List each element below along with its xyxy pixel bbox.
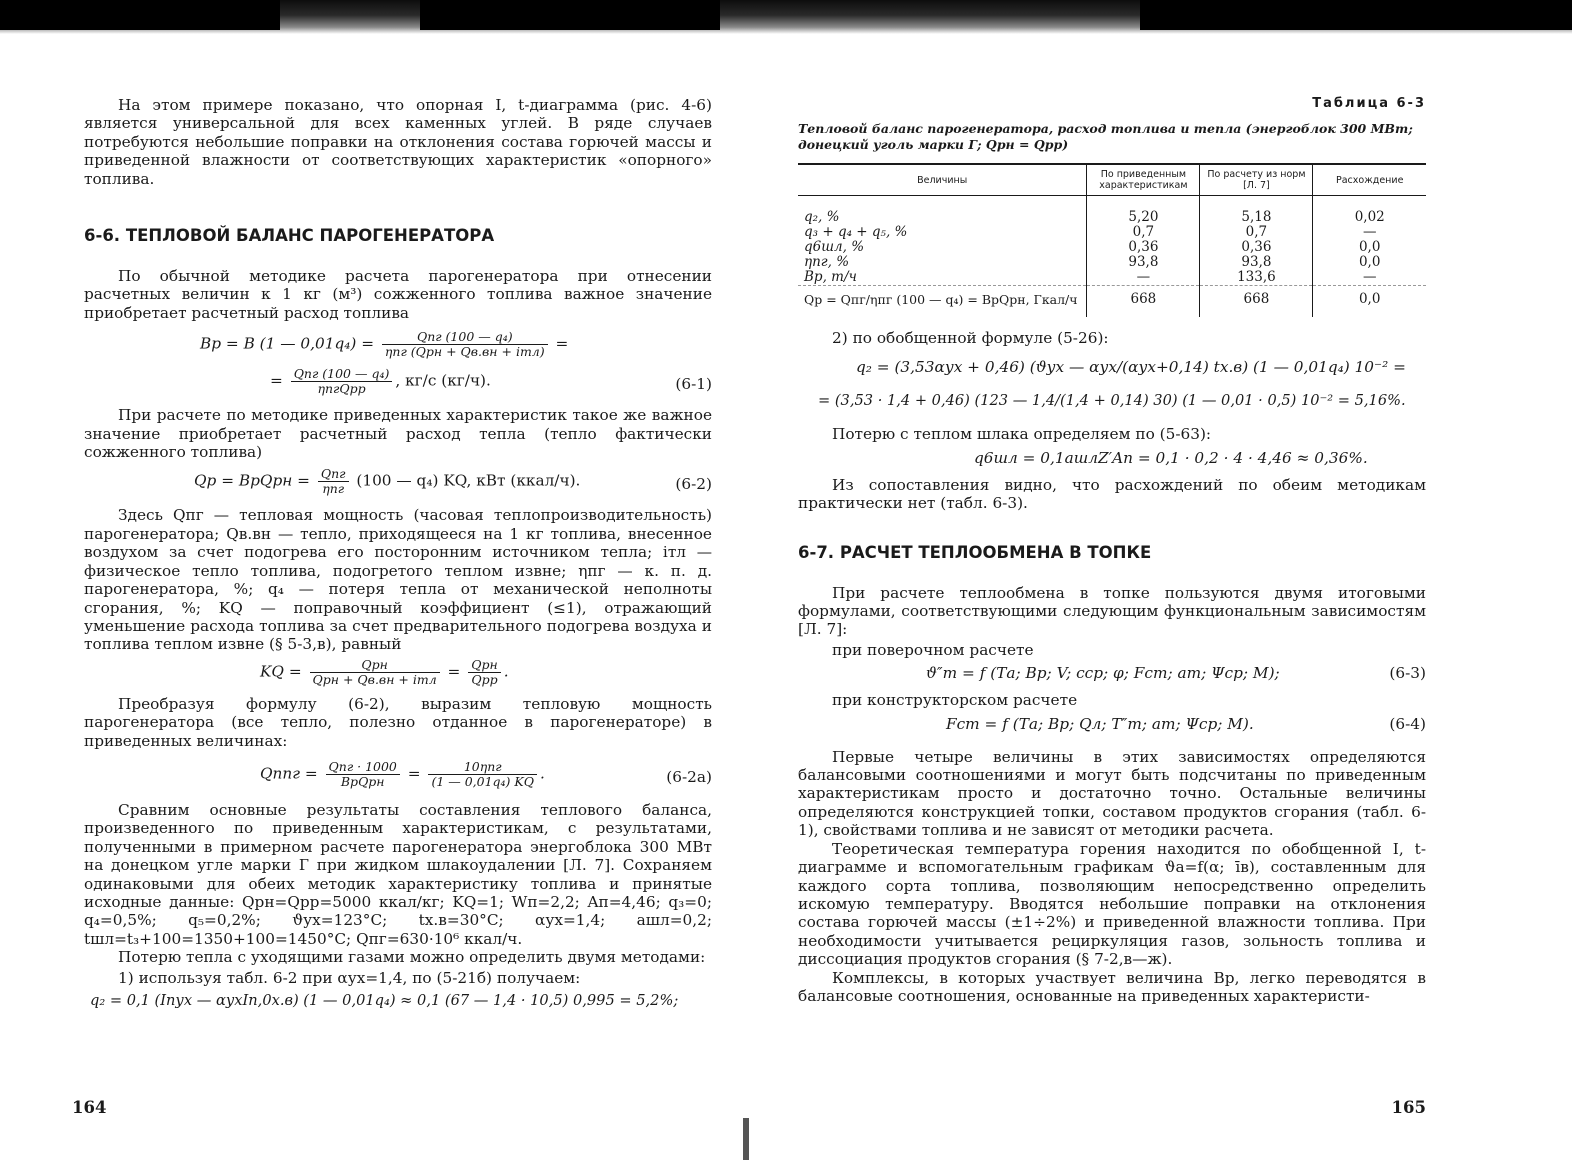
- table-row: [798, 286, 1426, 318]
- table-header: По приведенным характеристикам: [1087, 164, 1200, 196]
- formula-6-1-cont: = $\frac{\text{Qпг (100 — q₄)}}{\text{ηпгQрр}}$ , кг/с (кг/ч). (6-1): [270, 366, 712, 397]
- paragraph: Первые четыре величины в этих зависимостях определяются балансовыми соотношениями и могут быть подсчитаны по приведенным характеристикам просто и достаточно точно. Остальные величины определяются конструкцией топки, составом продуктов сгорания (табл. 6-1), свойствами топлива и не зависят от методики расчета.: [798, 747, 1426, 840]
- table-cell: 0,0: [1313, 255, 1426, 270]
- table-header: Расхождение: [1313, 164, 1426, 196]
- table-row: [798, 196, 1426, 226]
- formula-q2-result: = (3,53 · 1,4 + 0,46) (123 — 1,4/(1,4 + 0,14) 30) (1 — 0,01 · 0,5) 10⁻² = 5,16%.: [818, 392, 1406, 410]
- table-row: [798, 255, 1426, 270]
- paragraph: При расчете по методике приведенных характеристик такое же важное значение приобретает расчетный расход тепла (тепло фактически сожженного топлива): [84, 406, 712, 462]
- formula-q6: q6шл = 0,1aшлZ′Aп = 0,1 · 0,2 · 4 · 4,46 ≈ 0,36%.: [974, 448, 1368, 467]
- table-header: Величины: [798, 164, 1087, 196]
- table-cell: 0,0: [1313, 240, 1426, 255]
- denominator: Qрн + Qв.вн + iтл: [312, 671, 437, 687]
- table-caption: Тепловой баланс парогенератора, расход топлива и тепла (энергоблок 300 МВт; донецкий уголь марки Г; Qрн = Qрр): [798, 121, 1413, 152]
- formula-6-4: [798, 714, 1426, 734]
- numerator: Qрн: [468, 658, 500, 673]
- table-cell: —: [1087, 270, 1200, 286]
- paragraph: Комплексы, в которых участвует величина Bр, легко переводятся в балансовые соотношения, основанные на приведенных характеристи-: [798, 968, 1426, 1005]
- gutter-mark: [743, 1118, 749, 1160]
- numerator: 10ηпг: [428, 760, 537, 775]
- table-cell: 93,8: [1200, 255, 1313, 270]
- formula-part: Bр = B (1 — 0,01q₄) =: [200, 334, 375, 353]
- table-cell: 0,7: [1200, 225, 1313, 240]
- table-cell: —: [1313, 225, 1426, 240]
- formula-part: KQ =: [260, 662, 302, 681]
- denominator: BрQрн: [340, 773, 385, 789]
- table-cell: 133,6: [1200, 270, 1313, 286]
- section-heading: 6-6. ТЕПЛОВОЙ БАЛАНС ПАРОГЕНЕРАТОРА: [84, 226, 495, 246]
- paragraph: Потерю тепла с уходящими газами можно определить двумя методами:: [118, 948, 706, 967]
- table-cell: 0,7: [1087, 225, 1200, 240]
- table-row: [798, 240, 1426, 255]
- page-number: 165: [1391, 1098, 1426, 1117]
- table-cell: 0,36: [1087, 240, 1200, 255]
- right-page: [798, 96, 1426, 1136]
- table-label: Таблица 6-3: [1312, 96, 1426, 111]
- fraction: [428, 760, 537, 789]
- table-cell: 5,20: [1087, 196, 1200, 226]
- paragraph: Теоретическая температура горения находится по обобщенной I, t-диаграмме и вспомогательным графикам ϑа=f(α; īв), составленным для каждого сорта топлива, позволяющим непосредственно определить искомую температуру. Вводятся небольшие поправки на отклонения состава горючей массы (±1÷2%) и приведенной влажности топлива. При необходимости учитывается рециркуляция газов, зольность топлива и диссоциация продуктов сгорания (§ 7-2,в—ж).: [798, 839, 1426, 969]
- section-heading: 6-7. РАСЧЕТ ТЕПЛООБМЕНА В ТОПКЕ: [798, 542, 1152, 562]
- formula-kq: KQ = $\frac{\text{Qрн}}{\text{Qрн + Qв.вн + iтл}}$ = $\frac{\text{Qрн}}{\text{Qрр}}$ .: [260, 656, 509, 687]
- table-cell: 0,0: [1313, 286, 1426, 318]
- denominator: ηпг: [322, 481, 345, 497]
- paragraph: Здесь Qпг — тепловая мощность (часовая теплопроизводительность) парогенератора; Qв.вн — тепло, приходящееся на 1 кг топлива, внесенное воздухом за счет подогрева его посторонним источником тепла; iтл — физическое тепло топлива, подогретого теплом извне; ηпг — к. п. д. парогенератора, %; q₄ — потеря тепла от механической неполноты сгорания, %; KQ — поправочный коэффициент (≤1), отражающий уменьшение расхода топлива за счет предварительного подогрева воздуха и топлива теплом извне (§ 5-3,в), равный: [84, 506, 712, 654]
- numerator: Qпг (100 — q₄): [291, 367, 393, 382]
- table-header: По расчету из норм [Л. 7]: [1200, 164, 1313, 196]
- formula-part: , кг/с (кг/ч).: [395, 371, 491, 390]
- left-page: [72, 96, 712, 1136]
- table-row: [798, 270, 1426, 286]
- denominator: ηпг (Qрн + Qв.вн + iтл): [384, 344, 545, 360]
- formula-part: (100 — q₄) KQ, кВт (ккал/ч).: [356, 471, 581, 490]
- table-row: [798, 225, 1426, 240]
- denominator: ηпгQрр: [317, 381, 366, 397]
- formula-6-3: [798, 663, 1426, 683]
- numerator: Qпг · 1000: [326, 760, 400, 775]
- paragraph: Преобразуя формулу (6-2), выразим тепловую мощность парогенератора (все тепло, полезно отданное в парогенераторе) в приведенных величинах:: [84, 694, 712, 750]
- fraction: [318, 467, 349, 496]
- fraction: [382, 330, 548, 359]
- heat-balance-table: [798, 163, 1426, 317]
- table-cell: ηпг, %: [804, 254, 850, 270]
- formula-part: Qппг =: [260, 764, 318, 783]
- page-number: 164: [72, 1098, 107, 1117]
- fraction: [291, 367, 393, 396]
- fraction: [310, 658, 440, 687]
- denominator: (1 — 0,01q₄) KQ: [431, 773, 534, 789]
- formula-part: Qр = BрQрн =: [194, 471, 310, 490]
- paragraph: при конструкторском расчете: [832, 691, 1078, 710]
- denominator: Qрр: [471, 671, 498, 687]
- formula-6-2a: Qппг = $\frac{\text{Qпг · 1000}}{\text{BрQрн}}$ = $\frac{\text{10ηпг}}{\text{(1 — 0,01q₄) KQ}}$ . (6-2а): [260, 758, 712, 789]
- fraction: [326, 760, 400, 789]
- table-cell: q₃ + q₄ + q₅, %: [804, 224, 908, 240]
- formula-part: ϑ″т = f (Tа; Bр; V; cср; φ; Fст; aт; Ψср; M);: [926, 664, 1280, 683]
- equation-number: (6-2): [675, 475, 712, 494]
- formula-part: Fст = f (Tа; Bр; Qл; T″т; aт; Ψср; M).: [946, 714, 1254, 733]
- table-cell: 0,36: [1200, 240, 1313, 255]
- table-cell: —: [1313, 270, 1426, 286]
- numerator: Qпг: [318, 467, 349, 482]
- scan-dark-edge: [0, 0, 1572, 34]
- paragraph: 1) используя табл. 6-2 при αух=1,4, по (5-21б) получаем:: [118, 968, 581, 987]
- formula-q2-general: q₂ = (3,53αух + 0,46) (ϑух — αух/(αух+0,14) tх.в) (1 — 0,01q₄) 10⁻² =: [856, 358, 1406, 377]
- paragraph: По обычной методике расчета парогенератора при отнесении расчетных величин к 1 кг (м³) сожженного топлива важное значение приобретает расчетный расход топлива: [84, 267, 712, 322]
- paragraph: Потерю с теплом шлака определяем по (5-63):: [832, 425, 1212, 444]
- formula-6-2: [84, 467, 712, 496]
- formula-q2: q₂ = 0,1 (Iпух — αухIп,0х.в) (1 — 0,01q₄) ≈ 0,1 (67 — 1,4 · 10,5) 0,995 = 5,2%;: [90, 992, 679, 1009]
- table-cell: 93,8: [1087, 255, 1200, 270]
- formula-6-1: Bр = B (1 — 0,01q₄) = $\frac{\text{Qпг (100 — q₄)}}{\text{ηпг (Qрн + Qв.вн + iтл)}}$ =: [200, 329, 569, 360]
- paragraph: Из сопоставления видно, что расхождений по обеим методикам практически нет (табл. 6-3).: [798, 475, 1426, 513]
- equation-number: (6-4): [1389, 714, 1426, 733]
- paragraph: при поверочном расчете: [832, 640, 1034, 659]
- equation-number: (6-2а): [666, 767, 712, 786]
- table-cell: 0,02: [1313, 196, 1426, 226]
- table-cell: 5,18: [1200, 196, 1313, 226]
- paragraph: На этом примере показано, что опорная I, t-диаграмма (рис. 4-6) является универсальной для всех каменных углей. В ряде случаев потребуются небольшие поправки на отклонения состава горючей массы и приведенной влажности от соответствующих характеристик «опорного» топлива.: [84, 96, 712, 188]
- paragraph: 2) по обобщенной формуле (5-26):: [832, 329, 1109, 347]
- table-cell: q6шл, %: [804, 239, 865, 255]
- numerator: Qрн: [310, 658, 440, 673]
- table-cell: Bр, т/ч: [804, 269, 857, 285]
- table-cell: Qр = Qпг/ηпг (100 — q₄) = BрQрн, Гкал/ч: [798, 286, 1087, 318]
- equation-number: (6-3): [1389, 664, 1426, 683]
- table-cell: 668: [1200, 286, 1313, 318]
- paragraph: Сравним основные результаты составления теплового баланса, произведенного по приведенным характеристикам, с результатами, полученными в примерном расчете парогенератора энергоблока 300 МВт на донецком угле марки Г при жидком шлакоудалении [Л. 7]. Сохраняем одинаковыми для обеих методик характеристику топлива и принятые исходные данные: Qрн=Qрр=5000 ккал/кг; KQ=1; Wп=2,2; Aп=4,46; q₃=0; q₄=0,5%; q₅=0,2%; ϑух=123°С; tх.в=30°С; αух=1,4; aшл=0,2; tшл=t₃+100=1350+100=1450°С; Qпг=630·10⁶ ккал/ч.: [84, 800, 712, 948]
- paragraph: При расчете теплообмена в топке пользуются двумя итоговыми формулами, соответствующими следующим функциональным зависимостям [Л. 7]:: [798, 583, 1426, 639]
- table-cell: 668: [1087, 286, 1200, 318]
- fraction: [468, 658, 500, 687]
- table-cell: q₂, %: [804, 209, 840, 225]
- equation-number: (6-1): [675, 375, 712, 394]
- numerator: Qпг (100 — q₄): [382, 330, 548, 345]
